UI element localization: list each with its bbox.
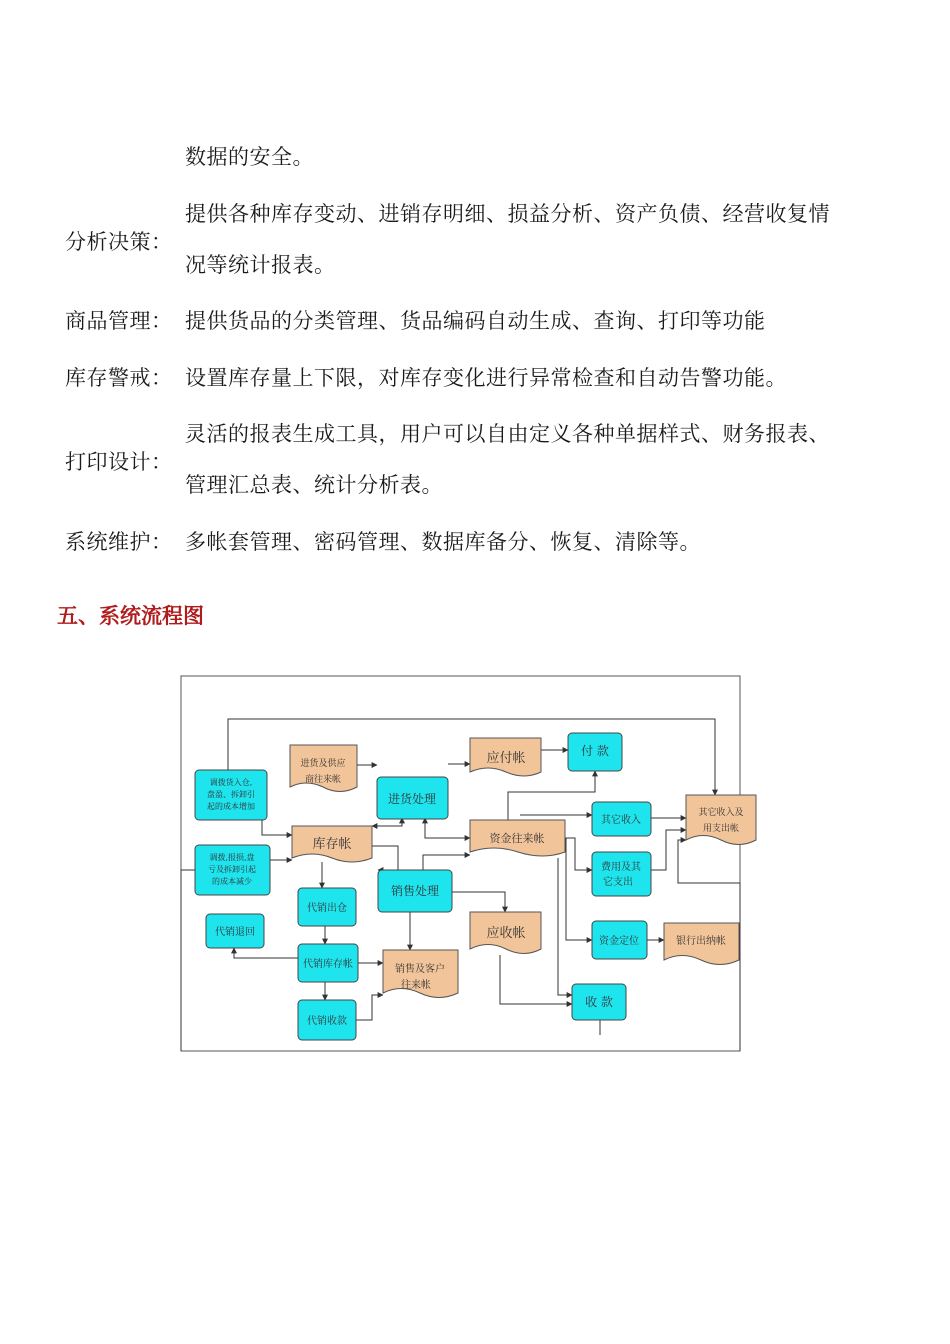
connector bbox=[423, 855, 470, 870]
label-decrease-1: 调拨,报损,盘 bbox=[209, 853, 255, 862]
label-increase-2: 盘盈、拆卸引 bbox=[207, 790, 255, 799]
label-sales: 销售处理 bbox=[390, 884, 440, 898]
text-line-stock-alert: 设置库存量上下限，对库存变化进行异常检查和自动告警功能。 bbox=[185, 366, 787, 390]
label-receipt: 收 款 bbox=[585, 995, 613, 1009]
label-consignment-stock: 代销库存帐 bbox=[303, 959, 353, 970]
label-expenses-1: 费用及其 bbox=[601, 862, 641, 873]
text-line-print-design-2: 管理汇总表、统计分析表。 bbox=[185, 473, 443, 497]
label-decrease-3: 的成本减少 bbox=[212, 877, 252, 886]
connector bbox=[181, 870, 195, 1051]
connector bbox=[651, 830, 686, 870]
label-system-maintenance: 系统维护： bbox=[65, 530, 173, 554]
connector bbox=[565, 838, 592, 870]
connector bbox=[558, 858, 572, 995]
connector bbox=[452, 892, 505, 912]
label-goods-management: 商品管理： bbox=[65, 309, 173, 333]
label-purchase-ledger-2: 商往来帐 bbox=[304, 775, 342, 785]
text-line-goods-management: 提供货品的分类管理、货品编码自动生成、查询、打印等功能 bbox=[185, 309, 766, 333]
label-payment: 付 款 bbox=[581, 744, 609, 758]
text-line-data-safety: 数据的安全。 bbox=[185, 145, 314, 169]
connector bbox=[508, 771, 595, 820]
label-customer-ledger-2: 往来帐 bbox=[401, 980, 431, 991]
label-purchase-ledger-1: 进货及供应 bbox=[300, 759, 346, 769]
label-receivable: 应收帐 bbox=[486, 926, 526, 941]
connector bbox=[566, 838, 592, 940]
label-bank-ledger: 银行出纳帐 bbox=[676, 936, 726, 947]
label-payable: 应付帐 bbox=[486, 751, 526, 766]
connector bbox=[425, 818, 470, 838]
label-other-income-ledger-2: 用支出帐 bbox=[702, 824, 740, 834]
section-heading: 五、系统流程图 bbox=[57, 604, 204, 628]
connector bbox=[500, 955, 572, 1004]
connector bbox=[372, 846, 398, 870]
label-stock-ledger: 库存帐 bbox=[312, 837, 352, 852]
label-customer-ledger-1: 销售及客户 bbox=[395, 964, 445, 975]
label-consignment-receipt: 代销收款 bbox=[307, 1016, 347, 1027]
text-line-system-maintenance: 多帐套管理、密码管理、数据库备分、恢复、清除等。 bbox=[185, 530, 701, 554]
label-decrease-2: 亏及拆卸引起 bbox=[208, 865, 256, 874]
text-line-analysis-1: 提供各种库存变动、进销存明细、损益分析、资产负债、经营收复情 bbox=[185, 202, 830, 226]
label-other-income-ledger-1: 其它收入及 bbox=[698, 808, 744, 818]
connector bbox=[234, 948, 298, 958]
connector bbox=[356, 995, 383, 1020]
label-stock-alert: 库存警戒： bbox=[65, 366, 173, 390]
label-purchase: 进货处理 bbox=[387, 792, 437, 806]
label-cash-ledger: 资金往来帐 bbox=[489, 832, 545, 845]
label-print-design: 打印设计： bbox=[65, 450, 173, 474]
text-line-analysis-2: 况等统计报表。 bbox=[185, 253, 336, 277]
label-other-income: 其它收入 bbox=[601, 815, 641, 826]
label-fund-positioning: 资金定位 bbox=[599, 936, 639, 947]
label-expenses-2: 它支出 bbox=[603, 877, 633, 888]
label-consignment-out: 代销出仓 bbox=[307, 903, 347, 914]
label-increase-1: 调拨货入仓, bbox=[209, 778, 253, 787]
label-analysis-decision: 分析决策： bbox=[65, 230, 173, 254]
label-consignment-return: 代销退回 bbox=[215, 927, 255, 938]
label-increase-3: 起的成本增加 bbox=[207, 802, 255, 811]
node-other-income-ledger bbox=[686, 795, 756, 845]
node-expenses bbox=[592, 852, 651, 896]
text-line-print-design-1: 灵活的报表生成工具，用户可以自由定义各种单据样式、财务报表、 bbox=[185, 422, 830, 446]
